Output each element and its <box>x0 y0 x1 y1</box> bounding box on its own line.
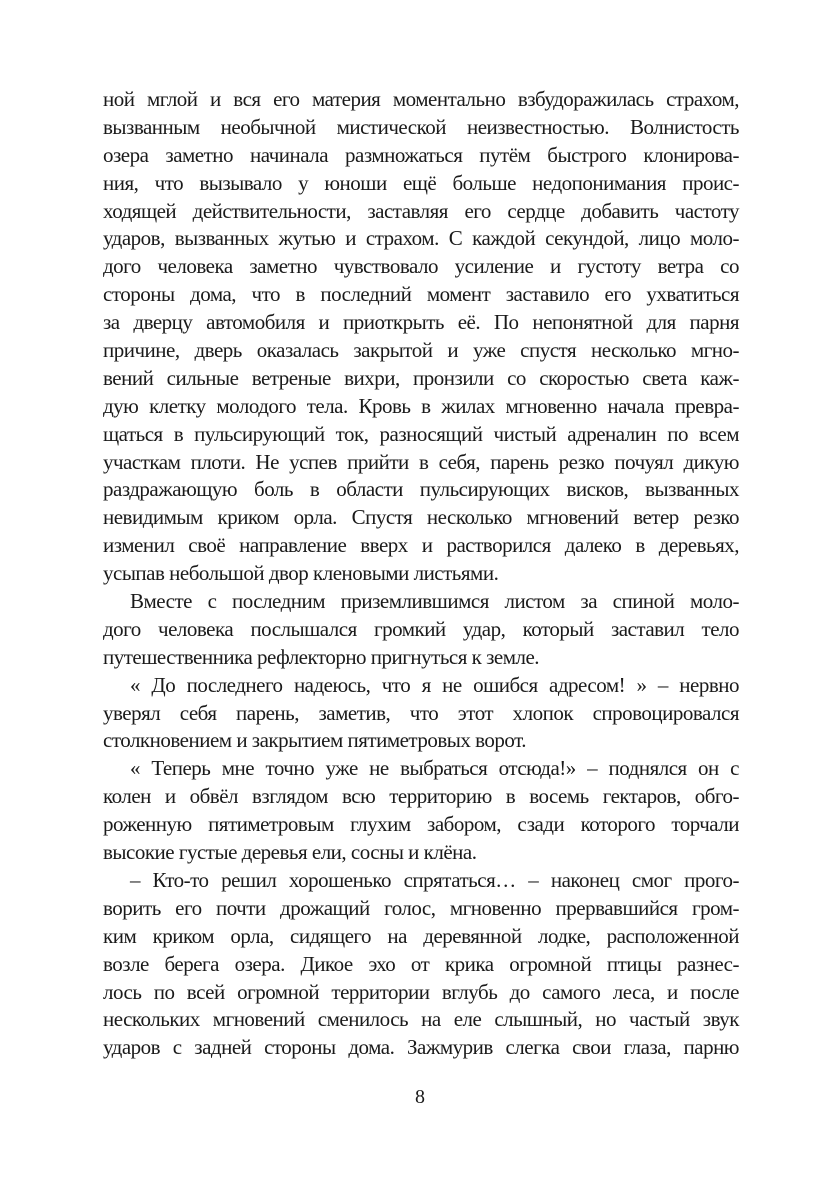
paragraph <box>103 672 739 756</box>
text-line: ким криком орла, сидящего на деревянной лодке, расположенной <box>103 923 739 948</box>
text-line: невидимым криком орла. Спустя несколько мгновений ветер резко <box>103 505 739 530</box>
text-line: ворить его почти дрожащий голос, мгновенно прервавшийся гром- <box>103 895 739 920</box>
text-line: усыпав небольшой двор кленовыми листьями. <box>103 561 499 586</box>
paragraph <box>103 86 739 588</box>
text-line: щаться в пульсирующий ток, разносящий чистый адреналин по всем <box>103 421 739 446</box>
text-line: вений сильные ветреные вихри, пронзили со скоростью света каж- <box>103 365 739 390</box>
text-line: столкновением и закрытием пятиметровых ворот. <box>103 728 526 753</box>
text-line: нескольких мгновений сменилось на еле слышный, но частый звук <box>103 1007 739 1032</box>
paragraph <box>103 867 739 1062</box>
text-line: уверял себя парень, заметив, что этот хлопок спровоцировался <box>103 700 739 725</box>
text-line: « До последнего надеюсь, что я не ошибся адресом! » – нервно <box>130 672 739 697</box>
text-line: ударов с задней стороны дома. Зажмурив слегка свои глаза, парню <box>103 1035 739 1060</box>
text-line: раздражающую боль в области пульсирующих висков, вызванных <box>103 477 739 502</box>
text-line: ударов, вызванных жутью и страхом. С каждой секундой, лицо моло- <box>103 226 739 251</box>
text-line: озера заметно начинала размножаться путём быстрого клонирова- <box>103 142 739 167</box>
text-line: путешественника рефлекторно пригнуться к земле. <box>103 644 540 669</box>
text-line: изменил своё направление вверх и растворился далеко в деревьях, <box>103 533 739 558</box>
text-line: дую клетку молодого тела. Кровь в жилах мгновенно начала превра- <box>103 393 739 418</box>
text-line: за дверцу автомобиля и приоткрыть её. По непонятной для парня <box>103 310 739 335</box>
text-line: ния, что вызывало у юноши ещё больше недопонимания проис- <box>103 170 739 195</box>
text-line: лось по всей огромной территории вглубь до самого леса, и после <box>103 979 739 1004</box>
text-line: Вместе с последним приземлившимся листом за спиной моло- <box>130 589 739 614</box>
paragraph <box>103 755 739 867</box>
text-line: дого человека послышался громкий удар, который заставил тело <box>103 616 739 641</box>
text-line: – Кто-то решил хорошенько спрятаться… – наконец смог прого- <box>130 867 739 892</box>
text-line: высокие густые деревья ели, сосны и клёна. <box>103 840 477 865</box>
page-body-text <box>103 86 739 1062</box>
text-line: роженную пятиметровым глухим забором, сзади которого торчали <box>103 812 739 837</box>
text-line: участкам плоти. Не успев прийти в себя, парень резко почуял дикую <box>103 449 739 474</box>
page-number: 8 <box>415 1086 425 1108</box>
text-line: ходящей действительности, заставляя его сердце добавить частоту <box>103 198 739 223</box>
text-line: « Теперь мне точно уже не выбраться отсюда!» – поднялся он с <box>130 756 739 781</box>
text-line: стороны дома, что в последний момент заставило его ухватиться <box>103 282 739 307</box>
text-line: причине, дверь оказалась закрытой и уже спустя несколько мгно- <box>103 338 739 363</box>
text-line: вызванным необычной мистической неизвестностью. Волнистость <box>103 114 739 139</box>
paragraph <box>103 588 739 672</box>
text-line: дого человека заметно чувствовало усиление и густоту ветра со <box>103 254 739 279</box>
text-line: колен и обвёл взглядом всю территорию в восемь гектаров, обго- <box>103 784 739 809</box>
text-line: ной мглой и вся его материя моментально взбудоражилась страхом, <box>103 87 739 111</box>
text-line: возле берега озера. Дикое эхо от крика огромной птицы разнес- <box>103 951 739 976</box>
